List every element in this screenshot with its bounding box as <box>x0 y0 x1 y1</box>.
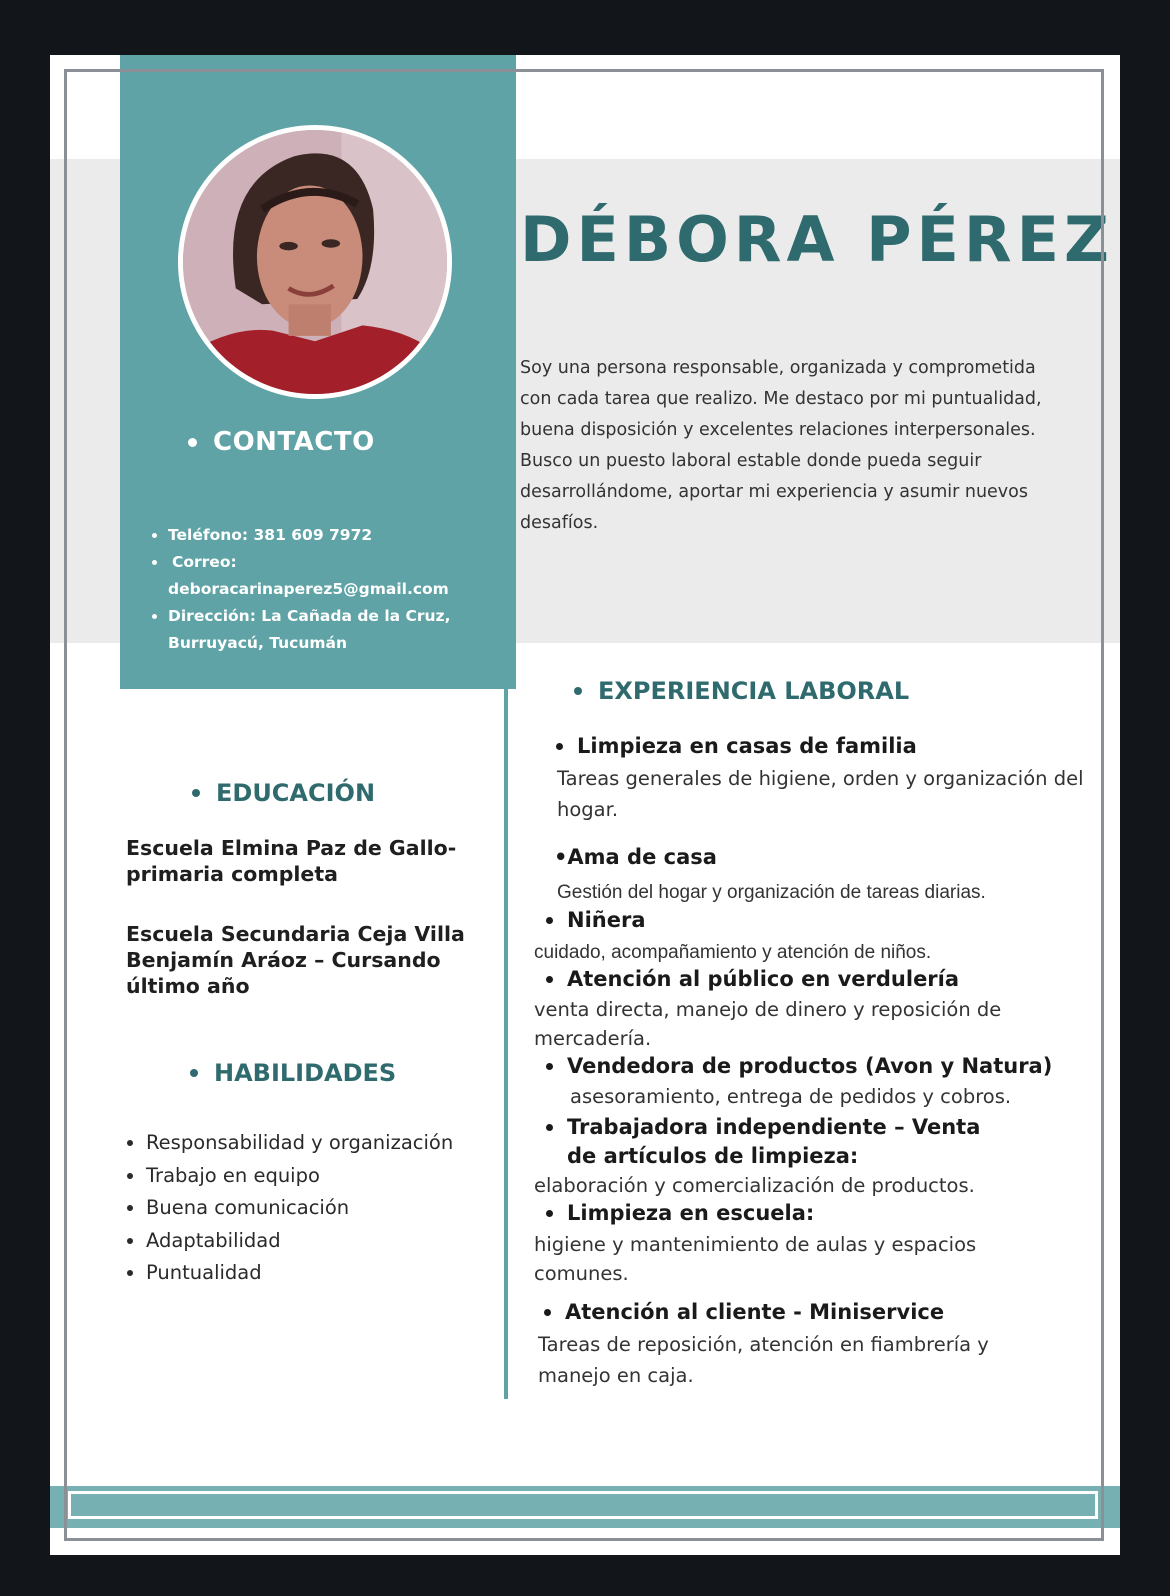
skill-item: • Trabajo en equipo <box>146 1160 453 1193</box>
page-frame <box>64 69 1104 1541</box>
job-description: Gestión del hogar y organización de tareas diarias. <box>557 882 986 903</box>
job-description: elaboración y comercialización de productos. <box>534 1174 975 1197</box>
email-link[interactable]: deboracarinaperez5@gmail.com <box>168 580 449 598</box>
profile-summary: Soy una persona responsable, organizada y comprometida con cada tarea que realizo. Me destaco por mi puntualidad, buena disposición y excelentes relaciones interpersonales. Busco un puesto laboral estable donde pueda seguir desarrollándome, aportar mi experiencia y asumir nuevos desafíos. <box>520 358 1042 533</box>
job-title: Trabajadora independiente – Venta de artículos de limpieza: <box>546 1113 1007 1171</box>
experience-heading: EXPERIENCIA LABORAL <box>574 677 909 705</box>
job-description: Tareas de reposición, atención en fiambrería y manejo en caja. <box>538 1333 989 1387</box>
job-title: Limpieza en casas de familia <box>556 734 917 758</box>
skill-item: • Adaptabilidad <box>146 1225 453 1258</box>
job-description: venta directa, manejo de dinero y reposición de mercadería. <box>534 998 1002 1050</box>
contact-address: • Dirección: La Cañada de la Cruz, Burruyacú, Tucumán <box>168 603 508 657</box>
job-description: Tareas generales de higiene, orden y organización del hogar. <box>557 767 1084 821</box>
job-title: Atención al cliente - Miniservice <box>544 1300 944 1324</box>
job-description: cuidado, acompañamiento y atención de niños. <box>534 942 932 963</box>
job-title: Atención al público en verdulería <box>546 967 959 991</box>
education-heading: EDUCACIÓN <box>192 779 375 807</box>
skill-item: • Buena comunicación <box>146 1192 453 1225</box>
job-description: higiene y mantenimiento de aulas y espacios comunes. <box>534 1233 977 1285</box>
education-item-secondary: Escuela Secundaria Ceja Villa Benjamín Aráoz – Cursando último año <box>126 922 465 998</box>
contact-heading: CONTACTO <box>188 427 375 457</box>
skills-heading: HABILIDADES <box>190 1059 396 1087</box>
contact-email: • Correo: deboracarinaperez5@gmail.com <box>168 549 508 603</box>
job-title: •Ama de casa <box>554 845 717 869</box>
job-description: asesoramiento, entrega de pedidos y cobros. <box>570 1085 1012 1108</box>
skill-item: • Responsabilidad y organización <box>146 1127 453 1160</box>
job-title: Limpieza en escuela: <box>546 1201 814 1225</box>
candidate-name: DÉBORA PÉREZ <box>520 203 1114 276</box>
education-item-primary: Escuela Elmina Paz de Gallo- primaria completa <box>126 836 457 886</box>
contact-phone: • Teléfono: 381 609 7972 <box>168 522 508 549</box>
job-title: Niñera <box>546 908 646 932</box>
job-title: Vendedora de productos (Avon y Natura) <box>546 1054 1052 1078</box>
skill-item: • Puntualidad <box>146 1257 453 1290</box>
resume-page <box>50 55 1120 1555</box>
